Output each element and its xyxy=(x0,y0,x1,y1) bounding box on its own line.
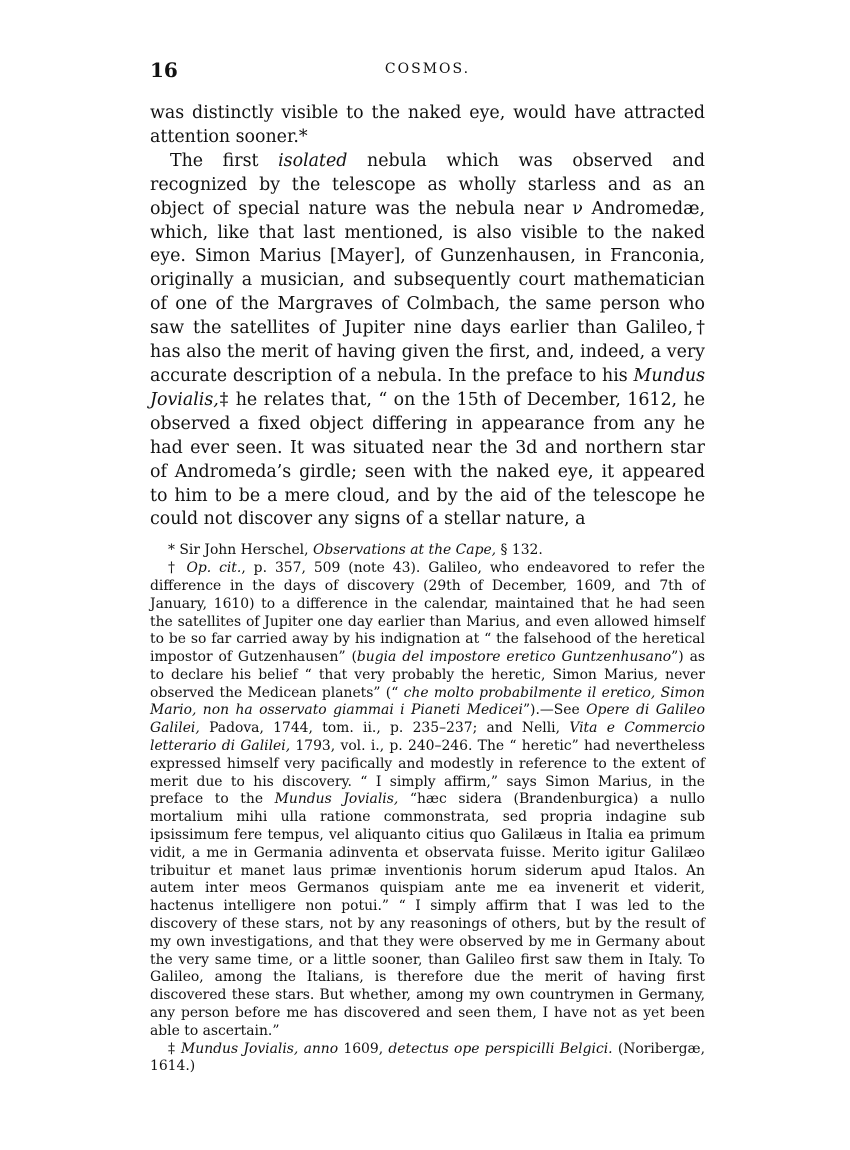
footnote-2: † Op. cit., p. 357, 509 (note 43). Galileo, who endeavored to refer the difference in the days of discovery (29th of December, 1609, and 7th of January, 1610) to a difference in the calendar, maintained that he had seen the satellites of Jupiter one day earlier than Marius, and even allowed himself to be so far carried away by his indignation at “ the falsehood of the heretical impostor of Gutzenhausen” (bugia del impostore eretico Guntzenhusano”) as to declare his belief “ that very probably the heretic, Simon Marius, never observed the Medicean planets” (“ che molto probabilmente il eretico, Simon Mario, non ha osservato giammai i Pianeti Medicei”).—See Opere di Galileo Galilei, Padova, 1744, tom. ii., p. 235–237; and Nelli, Vita e Commercio letterario di Galilei, 1793, vol. i., p. 240–246. The “ heretic” had nevertheless expressed himself very pacifically and modestly in reference to the extent of merit due to his discovery. “ I simply affirm,” says Simon Marius, in the preface to the Mundus Jovialis, “hæc sidera (Brandenburgica) a nullo mortalium mihi ulla ratione commonstrata, sed propria indagine sub ipsissimum fere tempus, vel aliquanto citius quo Galilæus in Italia ea primum vidit, a me in Germania adinventa et observata fuisse. Merito igitur Galilæo tribuitur et manet laus primæ inventionis horum siderum apud Italos. An autem inter meos Germanos quispiam ante me ea invenerit et viderit, hactenus intelligere non potui.” “ I simply affirm that I was led to the discovery of these stars, not by any reasonings of others, but by the result of my own investigations, and that they were observed by me in Germany about the very same time, or a little sooner, than Galileo first saw them in Italy. To Galileo, among the Italians, is therefore due the merit of having first discovered these stars. But whether, among my own countrymen in Germany, any person before me has discovered and seen them, I have not as yet been able to ascertain.” xyxy=(150,560,706,1039)
footnotes xyxy=(150,542,705,1076)
paragraph-nebula: The first isolated nebula which was observed and recognized by the telescope as wholly starless and as an object of special nature was the nebula near ν Andromedæ, which, like that last mentioned, is also visible to the naked eye. Simon Marius [Mayer], of Gunzenhausen, in Franconia, originally a musician, and subsequently court mathematician of one of the Margraves of Colmbach, the same person who saw the satellites of Jupiter nine days earlier than Galileo,† has also the merit of having given the first, and, indeed, a very accurate description of a nebula. In the preface to his Mundus Jovialis,‡ he relates that, “ on the 15th of December, 1612, he observed a fixed object differing in appearance from any he had ever seen. It was situated near the 3d and northern star of Andromeda’s girdle; seen with the naked eye, it appeared to him to be a mere cloud, and by the aid of the telescope he could not discover any signs of a stellar nature, a xyxy=(150,150,705,530)
page-header xyxy=(150,58,705,88)
footnote-3: ‡ Mundus Jovialis, anno 1609, detectus ope perspicilli Belgici. (Noribergæ, 1614.) xyxy=(150,1040,705,1075)
footnote-1: * Sir John Herschel, Observations at the Cape, § 132. xyxy=(168,542,543,559)
page-number: 16 xyxy=(150,58,178,82)
book-page xyxy=(150,58,705,1076)
running-title: COSMOS. xyxy=(384,61,471,77)
paragraph-continuation: was distinctly visible to the naked eye, would have attracted attention sooner.* xyxy=(150,103,705,147)
main-text xyxy=(150,102,705,532)
